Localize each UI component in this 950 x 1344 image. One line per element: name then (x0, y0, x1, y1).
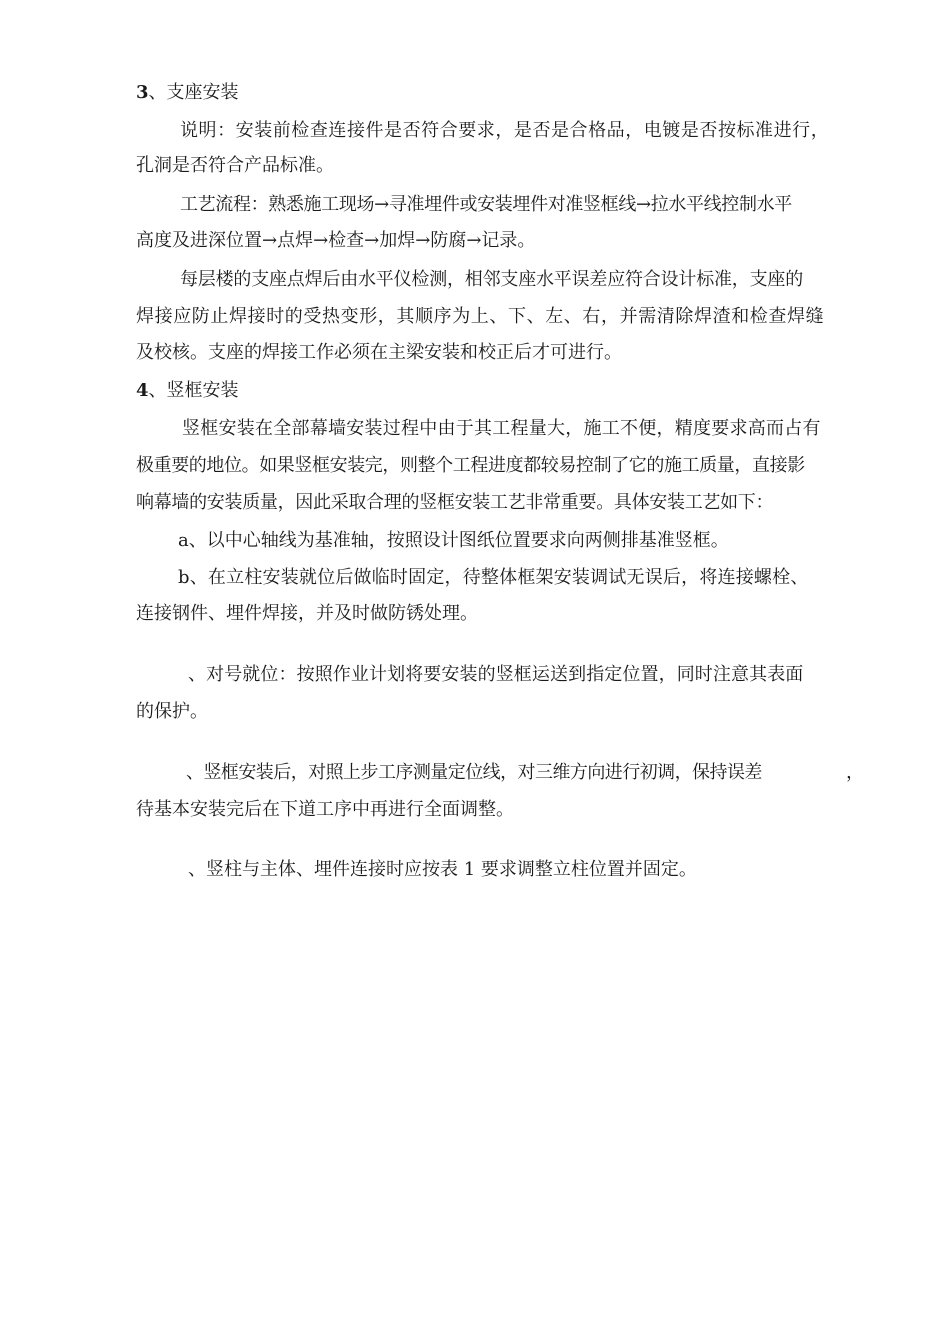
section-4-title: 、竖框安装 (148, 380, 239, 401)
item-b-line-1: b、在立柱安装就位后做临时固定，待整体框架安装调试无误后，将连接螺栓、 (178, 567, 809, 588)
item-d-line-1: 、竖框安装后，对照上步工序测量定位线，对三维方向进行初调，保持误差 (186, 762, 762, 783)
item-e-line-1: 、竖柱与主体、埋件连接时应按表 1 要求调整立柱位置并固定。 (188, 859, 697, 880)
section-3-heading (136, 82, 239, 104)
section-3-title: 、支座安装 (148, 82, 239, 103)
section-4-number: 4 (136, 380, 149, 401)
item-b-line-2: 连接钢件、埋件焊接，并及时做防锈处理。 (136, 603, 478, 624)
item-c-line-1: 、对号就位：按照作业计划将要安装的竖框运送到指定位置，同时注意其表面 (188, 664, 804, 685)
section-3-para-1-line-1: 说明：安装前检查连接件是否符合要求，是否是合格品，电镀是否按标准进行， (180, 120, 830, 141)
section-3-para-1-line-2: 孔洞是否符合产品标准。 (136, 155, 334, 176)
section-4-para-1-line-2: 极重要的地位。如果竖框安装完，则整个工程进度都较易控制了它的施工质量，直接影 (136, 455, 805, 476)
section-3-para-2-line-1: 工艺流程：熟悉施工现场→寻准埋件或安装埋件对准竖框线→拉水平线控制水平 (180, 194, 792, 215)
section-3-para-2-line-2: 高度及进深位置→点焊→检查→加焊→防腐→记录。 (136, 230, 536, 251)
section-3-para-3-line-1: 每层楼的支座点焊后由水平仪检测，相邻支座水平误差应符合设计标准，支座的 (180, 269, 803, 290)
item-a-line-1: a、以中心轴线为基准轴，按照设计图纸位置要求向两侧排基准竖框。 (178, 530, 729, 551)
section-3-para-3-line-2: 焊接应防止焊接时的受热变形，其顺序为上、下、左、右，并需清除焊渣和检查焊缝 (136, 306, 825, 327)
section-4-heading (136, 380, 239, 402)
section-3-para-3-line-3: 及校核。支座的焊接工作必须在主梁安装和校正后才可进行。 (136, 342, 622, 363)
section-4-para-1-line-3: 响幕墙的安装质量，因此采取合理的竖框安装工艺非常重要。具体安装工艺如下： (136, 492, 774, 513)
section-4-para-1-line-1: 竖框安装在全部幕墙安装过程中由于其工程量大，施工不便，精度要求高而占有 (182, 418, 821, 439)
item-c-line-2: 的保护。 (136, 701, 208, 722)
item-d-line-2: 待基本安装完后在下道工序中再进行全面调整。 (136, 799, 514, 820)
item-d-line-1-comma: ， (846, 762, 864, 783)
section-3-number: 3 (136, 82, 149, 103)
